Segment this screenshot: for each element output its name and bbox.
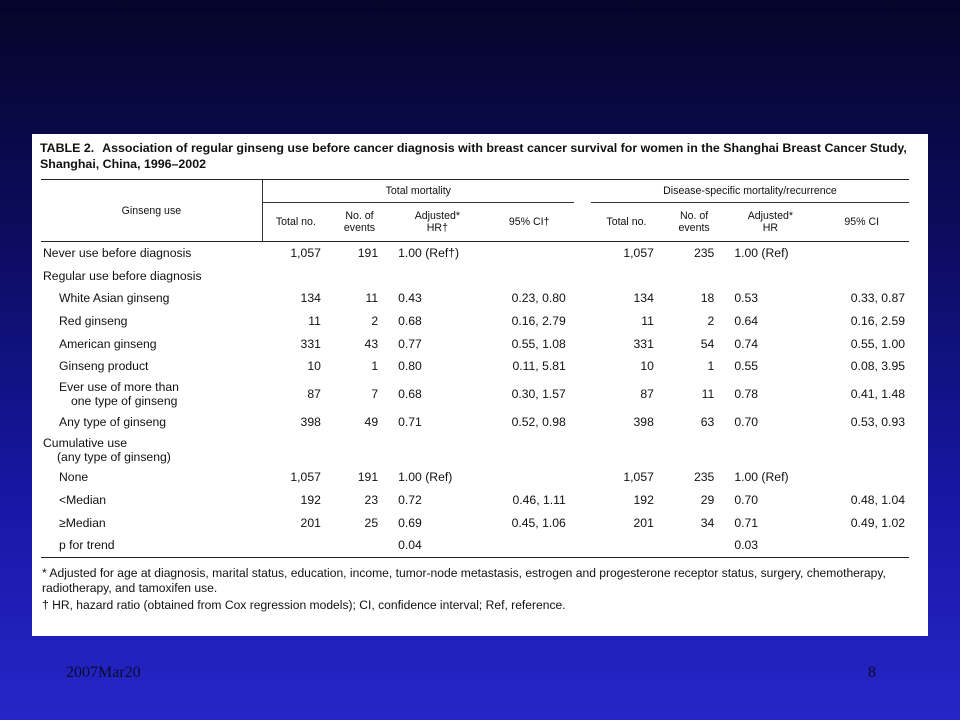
tm-events-cell: 23 <box>364 493 379 508</box>
ds-total-no-cell: 201 <box>633 515 654 530</box>
tm-total-no-cell: 11 <box>308 314 321 329</box>
ds-ci-cell: 0.08, 3.95 <box>850 359 905 374</box>
tm-events-cell: 191 <box>357 470 379 485</box>
table-row <box>41 265 909 288</box>
column-gap <box>574 466 591 489</box>
ds-events-cell <box>662 265 726 288</box>
tm-ci-cell <box>485 433 574 466</box>
tm-ci-cell: 0.55, 1.08 <box>511 336 566 351</box>
ds-total-no-cell <box>591 265 662 288</box>
ds-adjusted-hr-cell: 0.03 <box>734 538 759 553</box>
ds-ci-cell: 0.33, 0.87 <box>850 291 905 306</box>
table-row <box>41 489 909 512</box>
row-label-continuation: one type of ginseng <box>71 394 178 409</box>
tm-adjusted-hr-cell: 0.43 <box>398 291 422 306</box>
group-header-disease-specific: Disease-specific mortality/recurrence <box>591 180 909 203</box>
row-label-text: <Median <box>59 493 107 508</box>
row-label-text: Ginseng product <box>59 359 149 374</box>
table-row <box>41 310 909 333</box>
tm-ci-cell: 0.52, 0.98 <box>511 414 566 429</box>
ds-ci-cell <box>814 534 909 557</box>
footnotes <box>42 566 920 613</box>
tm-events-cell: 2 <box>371 314 379 329</box>
tm-ci-cell <box>485 265 574 288</box>
ds-adjusted-hr-cell: 0.55 <box>734 359 759 374</box>
tm-ci-cell: 0.23, 0.80 <box>511 291 566 306</box>
tm-ci-cell: 0.30, 1.57 <box>511 387 566 402</box>
table-row <box>41 534 909 557</box>
tm-adjusted-hr-cell <box>390 265 485 288</box>
row-label <box>41 378 262 411</box>
row-label-text: Red ginseng <box>59 314 128 329</box>
tm-adjusted-hr-cell: 0.77 <box>398 336 422 351</box>
column-gap <box>574 433 591 466</box>
table-row <box>41 242 909 265</box>
table-row <box>41 378 909 411</box>
row-label-text: ≥Median <box>59 515 106 530</box>
column-gap <box>574 287 591 310</box>
row-label <box>41 355 262 378</box>
ds-total-no-cell: 11 <box>641 314 654 329</box>
col-header-ds-events: No. of events <box>662 203 726 242</box>
tm-adjusted-hr-cell: 0.68 <box>398 387 422 402</box>
ds-total-no-cell <box>591 433 662 466</box>
ds-adjusted-hr-cell: 0.64 <box>734 314 759 329</box>
ds-total-no-cell: 134 <box>633 291 654 306</box>
tm-total-no-cell: 1,057 <box>290 470 321 485</box>
tm-ci-cell <box>485 242 574 265</box>
tm-total-no-cell <box>262 433 329 466</box>
ds-events-cell: 63 <box>700 414 715 429</box>
ds-total-no-cell: 398 <box>633 414 654 429</box>
table-label: TABLE 2. <box>40 141 95 155</box>
ds-ci-cell <box>814 242 909 265</box>
tm-events-cell: 191 <box>357 246 379 261</box>
tm-total-no-cell: 398 <box>300 414 321 429</box>
column-gap <box>574 265 591 288</box>
tm-total-no-cell: 87 <box>307 387 321 402</box>
row-label <box>41 242 262 265</box>
ds-adjusted-hr-cell <box>726 433 814 466</box>
row-label-text: p for trend <box>59 538 115 553</box>
tm-ci-cell <box>485 534 574 557</box>
column-gap <box>574 355 591 378</box>
ds-total-no-cell: 10 <box>640 359 654 374</box>
ds-adjusted-hr-cell: 1.00 (Ref) <box>734 470 789 485</box>
table-caption: Association of regular ginseng use before cancer diagnosis with breast cancer survival for women in the Shanghai Breast Cancer Study, Shanghai, China, 1996–2002 <box>40 141 907 171</box>
ds-ci-cell: 0.48, 1.04 <box>850 493 905 508</box>
col-header-ds-ci: 95% CI <box>814 203 909 242</box>
tm-total-no-cell: 331 <box>300 336 321 351</box>
ds-events-cell: 18 <box>700 291 715 306</box>
table-row <box>41 466 909 489</box>
row-label <box>41 433 262 466</box>
footnote-adjusted: * Adjusted for age at diagnosis, marital status, education, income, tumor-node metastasis, estrogen and progesterone receptor status, surgery, chemotherapy, radiotherapy, and tamoxifen use. <box>42 565 886 595</box>
tm-ci-cell: 0.46, 1.11 <box>512 493 566 508</box>
tm-total-no-cell <box>262 534 329 557</box>
row-label-text: American ginseng <box>59 336 157 351</box>
table-row <box>41 355 909 378</box>
ds-adjusted-hr-cell: 0.71 <box>734 515 759 530</box>
tm-ci-cell: 0.45, 1.06 <box>511 515 566 530</box>
ds-events-cell: 2 <box>707 314 715 329</box>
table-row <box>41 287 909 310</box>
row-label <box>41 332 262 355</box>
tm-events-cell: 25 <box>364 515 379 530</box>
tm-events-cell <box>329 534 390 557</box>
tm-total-no-cell: 192 <box>300 493 321 508</box>
tm-adjusted-hr-cell: 0.72 <box>398 493 422 508</box>
row-label <box>41 489 262 512</box>
ds-adjusted-hr-cell: 0.70 <box>734 493 759 508</box>
tm-ci-cell <box>485 466 574 489</box>
tm-ci-cell: 0.11, 5.81 <box>512 359 566 374</box>
results-table <box>41 179 909 558</box>
ds-events-cell: 235 <box>693 470 715 485</box>
ds-ci-cell: 0.53, 0.93 <box>850 414 905 429</box>
ds-events-cell: 34 <box>700 515 715 530</box>
ds-events-cell: 1 <box>707 359 715 374</box>
row-label-text: None <box>59 470 89 485</box>
tm-adjusted-hr-cell: 1.00 (Ref) <box>398 470 453 485</box>
tm-adjusted-hr-cell <box>390 433 485 466</box>
column-gap <box>574 332 591 355</box>
row-label <box>41 466 262 489</box>
ds-ci-cell: 0.16, 2.59 <box>850 314 905 329</box>
column-gap <box>574 511 591 534</box>
ds-events-cell: 29 <box>700 493 715 508</box>
ds-ci-cell: 0.55, 1.00 <box>850 336 905 351</box>
tm-events-cell <box>329 265 390 288</box>
tm-events-cell: 49 <box>364 414 379 429</box>
footer-date: 2007Mar20 <box>66 664 141 681</box>
tm-total-no-cell: 201 <box>300 515 321 530</box>
ds-events-cell: 235 <box>693 246 715 261</box>
tm-total-no-cell <box>262 265 329 288</box>
row-label-text: Regular use before diagnosis <box>43 268 202 283</box>
row-label <box>41 511 262 534</box>
row-label <box>41 534 262 557</box>
row-label <box>41 265 262 288</box>
tm-adjusted-hr-cell: 0.80 <box>398 359 422 374</box>
col-header-tm-hr: Adjusted* HR† <box>390 203 485 242</box>
column-gap <box>574 411 591 434</box>
ds-ci-cell <box>814 265 909 288</box>
row-label-text: Any type of ginseng <box>59 414 167 429</box>
ds-total-no-cell: 87 <box>640 387 654 402</box>
ds-adjusted-hr-cell: 0.53 <box>734 291 759 306</box>
row-label <box>41 310 262 333</box>
table-row <box>41 511 909 534</box>
tm-adjusted-hr-cell: 0.69 <box>398 515 422 530</box>
row-label-text: White Asian ginseng <box>59 291 170 306</box>
group-header-total-mortality: Total mortality <box>262 180 574 203</box>
row-label-text: Ever use of more than <box>59 380 179 395</box>
tm-total-no-cell: 1,057 <box>290 246 321 261</box>
tm-adjusted-hr-cell: 0.71 <box>398 414 422 429</box>
col-header-tm-ci: 95% CI† <box>485 203 574 242</box>
slide-number: 8 <box>868 664 876 681</box>
ds-events-cell <box>662 433 726 466</box>
ds-adjusted-hr-cell <box>726 265 814 288</box>
ds-ci-cell: 0.49, 1.02 <box>850 515 905 530</box>
col-header-ds-hr: Adjusted* HR <box>726 203 814 242</box>
footnote-abbreviations: † HR, hazard ratio (obtained from Cox regression models); CI, confidence interval; Ref, reference. <box>42 597 566 612</box>
ds-events-cell: 11 <box>701 387 715 402</box>
tm-events-cell: 11 <box>365 291 379 306</box>
ds-total-no-cell: 1,057 <box>623 470 654 485</box>
ds-ci-cell <box>814 466 909 489</box>
table-row <box>41 332 909 355</box>
tm-adjusted-hr-cell: 0.68 <box>398 314 422 329</box>
tm-adjusted-hr-cell: 1.00 (Ref†) <box>398 246 460 261</box>
tm-adjusted-hr-cell: 0.04 <box>398 538 422 553</box>
tm-events-cell: 43 <box>364 336 379 351</box>
row-label-text: Never use before diagnosis <box>43 246 192 261</box>
table-row <box>41 411 909 434</box>
col-header-tm-total: Total no. <box>262 203 329 242</box>
column-gap <box>574 242 591 265</box>
table-panel <box>32 134 928 636</box>
ds-adjusted-hr-cell: 1.00 (Ref) <box>734 246 789 261</box>
ds-adjusted-hr-cell: 0.78 <box>734 387 759 402</box>
tm-events-cell <box>329 433 390 466</box>
tm-ci-cell: 0.16, 2.79 <box>511 314 566 329</box>
col-header-ds-total: Total no. <box>591 203 662 242</box>
table-row <box>41 433 909 466</box>
row-label-continuation: (any type of ginseng) <box>57 449 171 464</box>
ds-total-no-cell: 192 <box>633 493 654 508</box>
ds-total-no-cell: 1,057 <box>623 246 654 261</box>
ds-total-no-cell: 331 <box>633 336 654 351</box>
row-label-text: Cumulative use <box>43 435 127 450</box>
ds-adjusted-hr-cell: 0.74 <box>734 336 759 351</box>
row-label <box>41 411 262 434</box>
tm-events-cell: 1 <box>371 359 379 374</box>
ds-ci-cell <box>814 433 909 466</box>
ds-adjusted-hr-cell: 0.70 <box>734 414 759 429</box>
ds-ci-cell: 0.41, 1.48 <box>850 387 905 402</box>
row-header: Ginseng use <box>41 180 262 242</box>
tm-events-cell: 7 <box>371 387 379 402</box>
tm-total-no-cell: 10 <box>307 359 321 374</box>
ds-events-cell: 54 <box>700 336 715 351</box>
column-gap <box>574 310 591 333</box>
table-title <box>40 140 920 172</box>
column-gap <box>574 534 591 557</box>
ds-total-no-cell <box>591 534 662 557</box>
row-label <box>41 287 262 310</box>
col-header-tm-events: No. of events <box>329 203 390 242</box>
tm-total-no-cell: 134 <box>300 291 321 306</box>
column-gap <box>574 378 591 411</box>
ds-events-cell <box>662 534 726 557</box>
column-gap <box>574 489 591 512</box>
